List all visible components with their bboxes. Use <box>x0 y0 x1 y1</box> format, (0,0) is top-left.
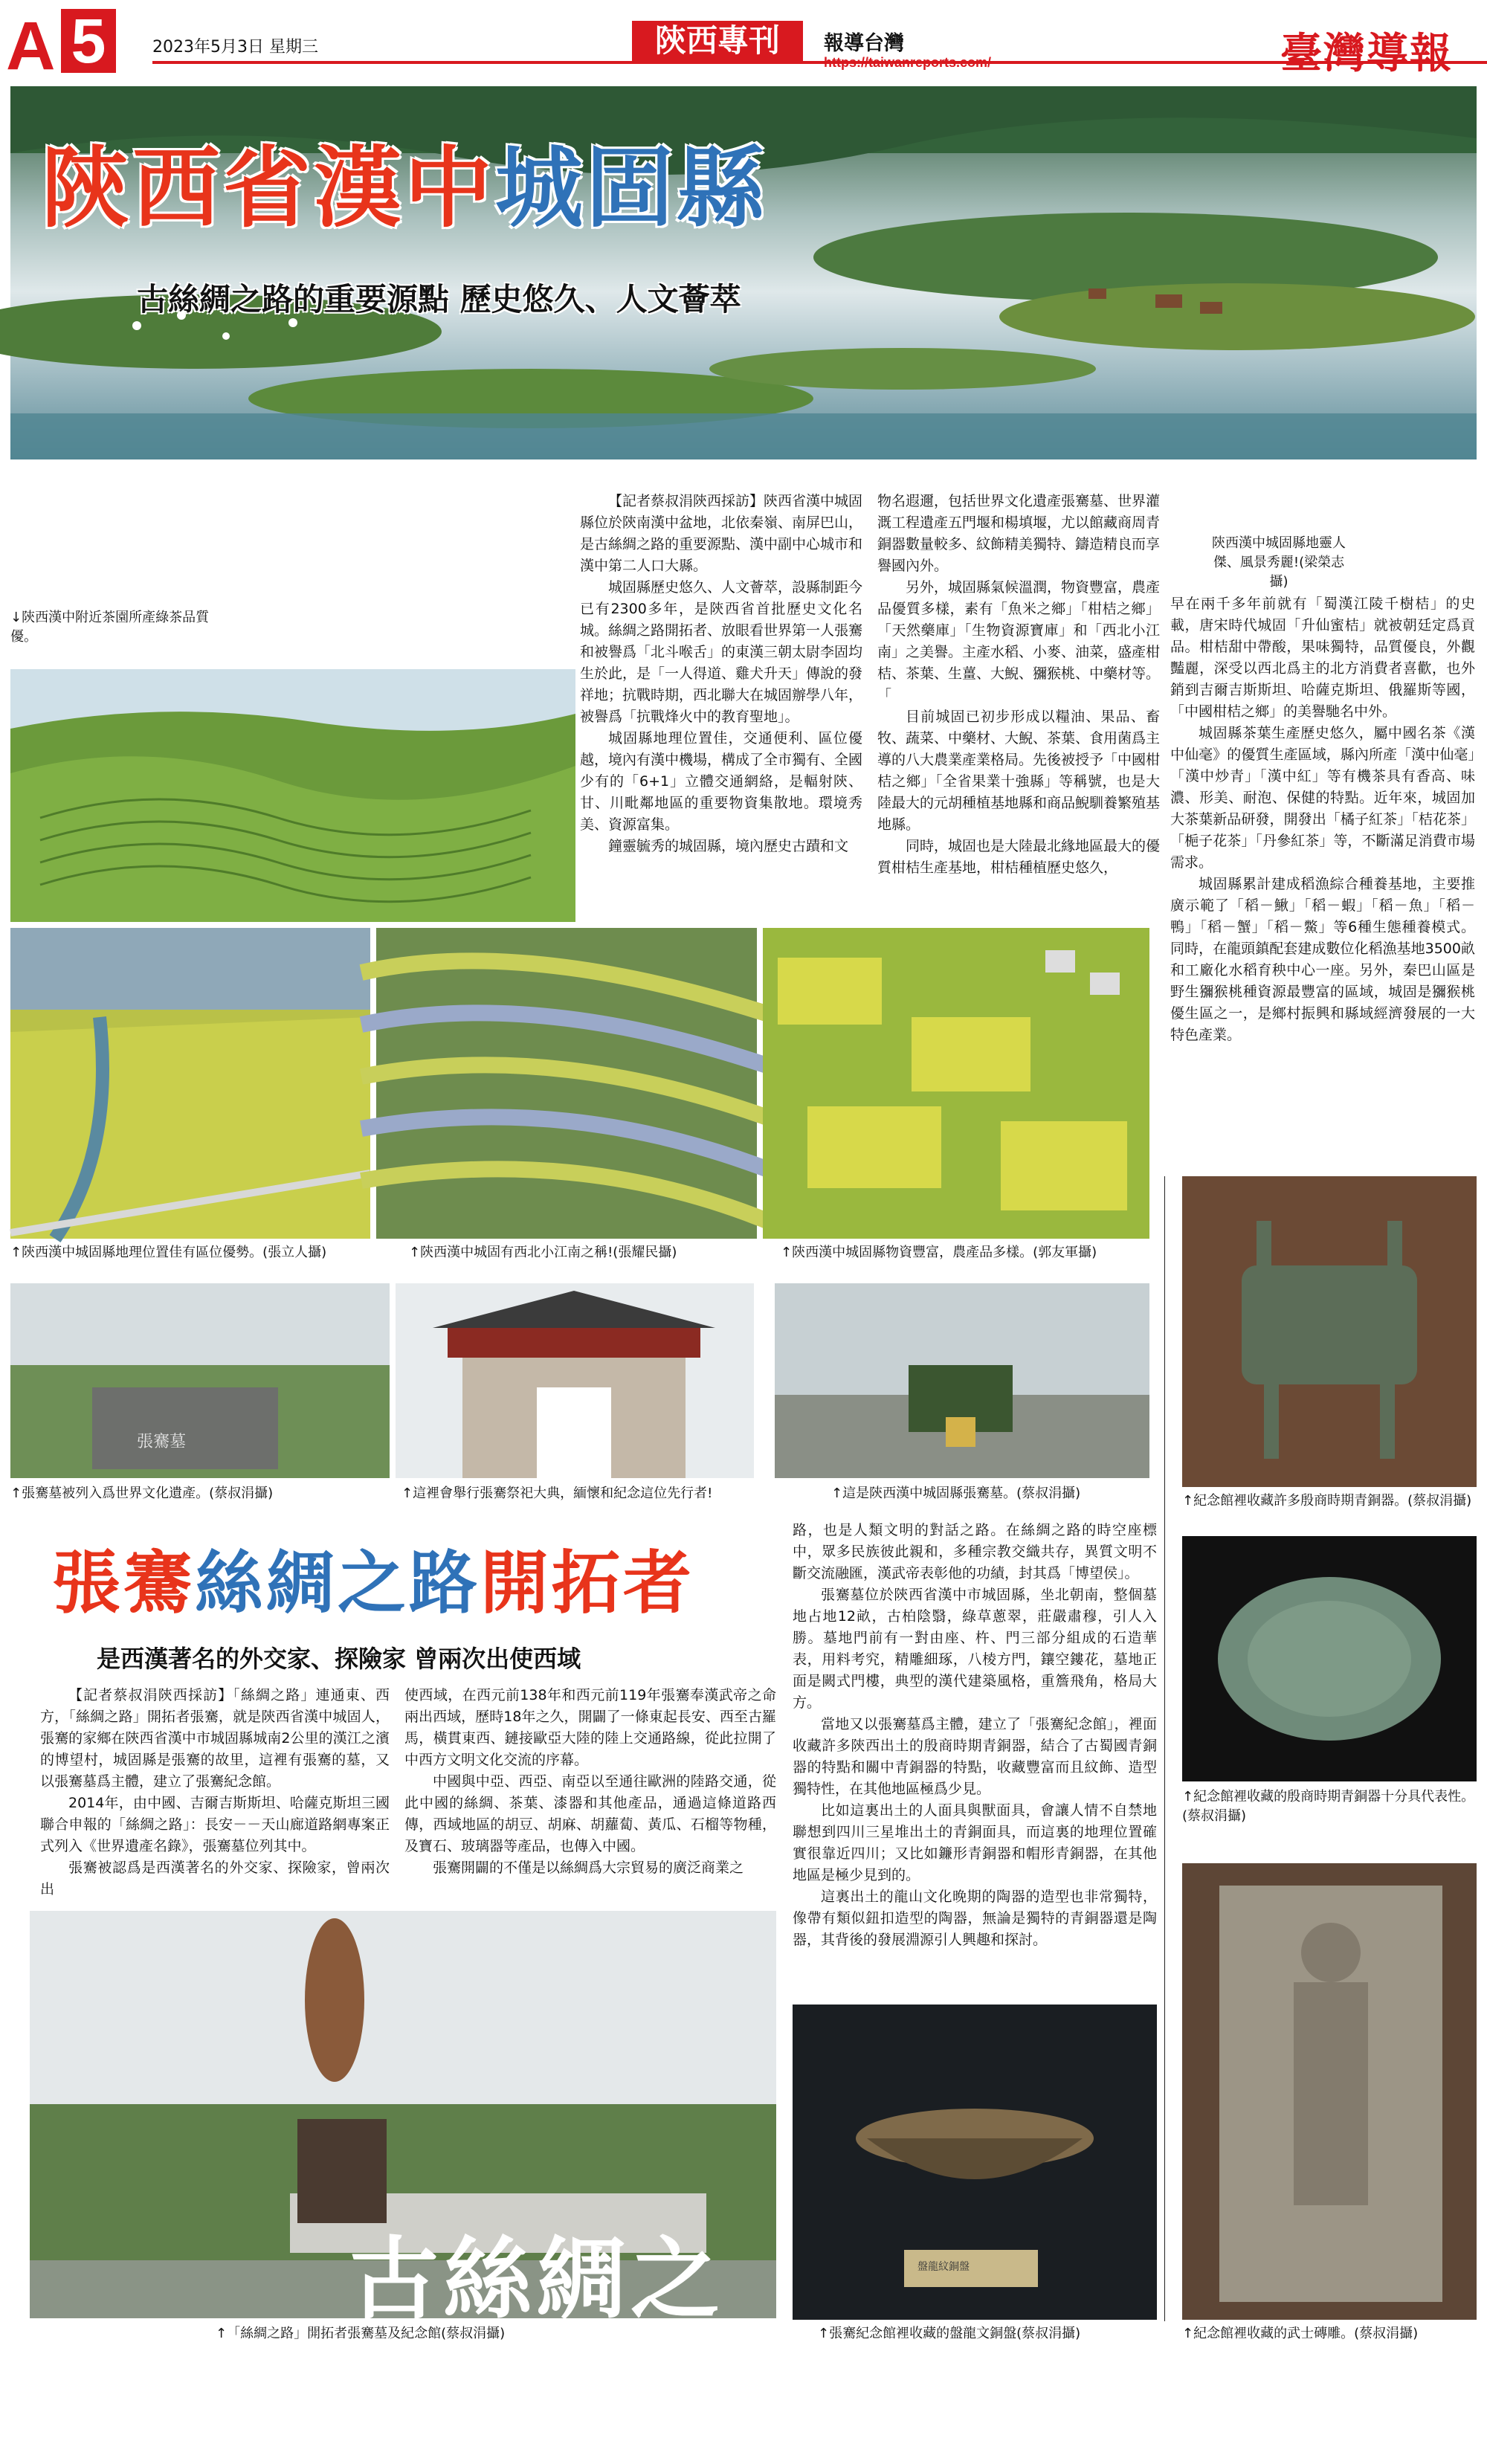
story1-p11: 城固縣累計建成稻漁綜合種養基地，主要推廣示範了「稻－鰍」「稻－蝦」「稻－魚」「稻－鴨」「稻－蟹」「稻－鱉」等6種生態種養模式。同時，在龍頭鎮配套建成數位化稻漁基地3500畝和工廠化水稻育秧中心一座。另外，秦巴山區是野生獼猴桃種資源最豐富的區域，城固是獼猴桃優生區之一，是鄉村振興和縣域經濟發展的一大特色產業。 <box>1170 876 1475 1043</box>
story2-col3 <box>793 1520 1157 1951</box>
photo-bronze-ding <box>1182 1176 1477 1487</box>
story2-p10: 比如這裏出土的人面具與獸面具，會讓人情不自禁地聯想到四川三星堆出土的青銅面具，而這裏的地理位置確實很靠近四川；又比如鐮形青銅器和帽形青銅器，在其他地區是極少見到的。 <box>793 1802 1157 1883</box>
basin-label-text: 盤龍紋銅盤 <box>917 2261 970 2273</box>
caption-bronze-basin: ↑張騫紀念館裡收藏的盤龍文銅盤(蔡叔涓攝) <box>818 2326 1081 2341</box>
gate-scene <box>396 1283 754 1478</box>
story1-p10: 城固縣茶葉生產歷史悠久，屬中國名茶《漢中仙毫》的優質生產區域，縣內所產「漢中仙毫」「漢中炒青」「漢中紅」等有機茶具有香高、味濃、形美、耐泡、保健的特點。近年來，城固加大茶葉新品研發，開發出「橘子紅茶」「桔花茶」「梔子花茶」「丹參紅茶」等，不斷滿足消費市場需求。 <box>1170 725 1475 871</box>
story1-p2: 城固縣歷史悠久、人文薈萃，設縣制距今已有2300多年，是陝西省首批歷史文化名城。絲綢之路開拓者、放眼看世界第一人張騫和被譽爲「北斗喉舌」的東漢三朝太尉李固均生於此，是「一人得道、雞犬升天」傳說的發祥地；抗戰時期，西北聯大在城固辦學八年，被譽爲「抗戰烽火中的教育聖地」。 <box>580 579 863 725</box>
bronze-plate-scene <box>1182 1536 1477 1781</box>
warrior-brick-scene <box>1182 1863 1477 2320</box>
section-title: 陝西專刊 <box>632 21 803 61</box>
hero-subtitle: 古絲綢之路的重要源點 歷史悠久、人文薈萃 <box>137 281 741 317</box>
story1-col2 <box>877 491 1160 879</box>
caption-tomb: ↑這是陝西漢中城固縣張騫墓。(蔡叔涓攝) <box>831 1486 1081 1501</box>
story2-subtitle: 是西漢著名的外交家、探險家 曾兩次出使西域 <box>97 1645 581 1673</box>
photo-valley <box>10 928 370 1239</box>
hero-title-blue: 城固縣 <box>495 137 768 239</box>
photo-bronze-plate <box>1182 1536 1477 1781</box>
hero-title <box>42 117 767 244</box>
hero-caption: 陝西漢中城固縣地靈人傑、風景秀麗!(梁榮志攝) <box>1212 535 1346 590</box>
story2-col2 <box>404 1685 776 1879</box>
story2-p5: 中國與中亞、西亞、南亞以至通往歐洲的陸路交通，從此中國的絲綢、茶葉、漆器和其他產品，通過這條道路西傳，西域地區的胡豆、胡麻、胡蘿蔔、黃瓜、石榴等物種，及寶石、玻璃器等產品，也傳入中國。 <box>404 1773 776 1854</box>
caption-tomb-stone: ↑張騫墓被列入爲世界文化遺產。(蔡叔涓攝) <box>10 1486 274 1501</box>
issue-date: 2023年5月3日 星期三 <box>152 38 318 57</box>
caption-bronze-plate: ↑紀念館裡收藏的殷商時期青銅器十分具代表性。(蔡叔涓攝) <box>1182 1789 1475 1824</box>
story1-p3: 城固縣地理位置佳，交通便利、區位優越，境內有漢中機場，構成了全市獨有、全國少有的「6+1」立體交通網絡，是輻射陝、甘、川毗鄰地區的重要物資集散地。環境秀美、資源富集。 <box>580 730 863 833</box>
terrace-scene <box>376 928 757 1239</box>
photo-tomb-stone <box>10 1283 390 1478</box>
caption-bronze-ding: ↑紀念館裡收藏許多殷商時期青銅器。(蔡叔涓攝) <box>1182 1493 1472 1509</box>
valley-scene <box>10 928 370 1239</box>
story2-col1 <box>40 1685 390 1900</box>
tomb-stone-text: 張騫墓 <box>137 1433 187 1451</box>
story2-title <box>52 1529 694 1627</box>
farmland-scene <box>763 928 1149 1239</box>
caption-terraces: ↑陝西漢中城固有西北小江南之稱!(張耀民攝) <box>409 1245 677 1260</box>
newspaper-logo: 臺灣導報 <box>1280 29 1453 78</box>
tomb-scene <box>775 1283 1149 1478</box>
story2-p7: 路，也是人類文明的對話之路。在絲綢之路的時空座標中，眾多民族彼此親和，多種宗教交織共存，異質文明不斷交流融匯，漢武帝表彰他的功績，封其爲「博望侯」。 <box>793 1522 1157 1581</box>
story2-title-red2: 開拓者 <box>480 1544 695 1623</box>
hero-title-red: 陝西省漢中 <box>42 137 496 239</box>
caption-statue-memorial: ↑「絲綢之路」開拓者張騫墓及紀念館(蔡叔涓攝) <box>216 2326 506 2341</box>
story1-p4: 鐘靈毓秀的城固縣，境內歷史古蹟和文 <box>608 838 849 854</box>
tea-garden-photo <box>10 669 575 922</box>
bronze-ding-scene <box>1182 1176 1477 1487</box>
story1-col1 <box>580 491 862 857</box>
page-letter: A <box>6 8 56 84</box>
story1-p8: 同時，城固也是大陸最北緣地區最大的優質柑桔生產基地，柑桔種植歷史悠久， <box>877 838 1161 876</box>
statue-sign-letters: 古絲綢之路 <box>349 2228 724 2460</box>
caption-farmland: ↑陝西漢中城固縣物資豐富，農產品多樣。(郭友軍攝) <box>781 1245 1097 1260</box>
photo-warrior-brick <box>1182 1863 1477 2320</box>
page-header <box>0 0 1487 84</box>
page-number: 5 <box>61 9 116 73</box>
caption-warrior-brick: ↑紀念館裡收藏的武士磚雕。(蔡叔涓攝) <box>1182 2326 1419 2341</box>
caption-memorial-gate: ↑這裡會舉行張騫祭祀大典，緬懷和紀念這位先行者! <box>401 1486 713 1501</box>
story2-p6: 張騫開闢的不僅是以絲綢爲大宗貿易的廣泛商業之 <box>433 1860 744 1876</box>
photo-bronze-basin <box>793 2005 1157 2320</box>
story2-p2: 2014年，由中國、吉爾吉斯斯坦、哈薩克斯坦三國聯合申報的「絲綢之路」：長安－－天山廊道路網專案正式列入《世界遺產名錄》，張騫墓位列其中。 <box>40 1795 390 1854</box>
photo-terraces <box>376 928 757 1239</box>
story2-p4: 使西域，在西元前138年和西元前119年張騫奉漢武帝之命兩出西域，歷時18年之久，開闢了一條東起長安、西至古羅馬，橫貫東西、鏈接歐亞大陸的陸上交通路線，從此拉開了中西方文明文化交流的序幕。 <box>404 1687 776 1768</box>
caption-valley: ↑陝西漢中城固縣地理位置佳有區位優勢。(張立人攝) <box>10 1245 327 1260</box>
photo-memorial-gate <box>396 1283 754 1478</box>
story2-p8: 張騫墓位於陝西省漢中市城固縣，坐北朝南，整個墓地占地12畝，古柏陰翳，綠草蔥翠，莊嚴肅穆，引人入勝。墓地門前有一對由座、杵、門三部分組成的石造華表，用料考究，精雕細琢，八棱方門，鑲空鏤花，墓地正面是闕式門樓，典型的漢代建築風格，重簷飛角，格局大方。 <box>793 1587 1157 1711</box>
tea-hills <box>10 669 575 922</box>
tea-caption: ↓陝西漢中附近茶園所產綠茶品質優。 <box>10 610 210 645</box>
photo-farmland <box>763 928 1149 1239</box>
photo-tomb <box>775 1283 1149 1478</box>
story2-p1: 【記者蔡叔涓陝西採訪】「絲綢之路」連通東、西方，「絲綢之路」開拓者張騫，就是陝西省漢中城固人，張騫的家鄉在陝西省漢中市城固縣城南2公里的漢江之濱的博望村，城固縣是張騫的故里，這裡有張騫的墓，又以張騫墓爲主體，建立了張騫紀念館。 <box>40 1687 390 1790</box>
tomb-stone-scene <box>10 1283 390 1478</box>
story1-p6: 另外，城固縣氣候溫潤，物資豐富，農產品優質多樣，素有「魚米之鄉」「柑桔之鄉」「天然藥庫」「生物資源寶庫」和「西北小江南」之美譽。主產水稻、小麥、油菜，盛產柑桔、茶葉、生薑、大鯢、獼猴桃、中藥材等。「 <box>877 579 1161 703</box>
story2-p11: 這裏出土的龍山文化晚期的陶器的造型也非常獨特，像帶有類似鈕扣造型的陶器，無論是獨特的青銅器還是陶器，其背後的發展淵源引人興趣和探討。 <box>793 1889 1157 1948</box>
story2-p3: 張騫被認爲是西漢著名的外交家、探險家，曾兩次出 <box>40 1860 390 1897</box>
story1-p7: 目前城固已初步形成以糧油、果品、畜牧、蔬菜、中藥材、大鯢、茶葉、食用菌爲主導的八大農業產業格局。先後被授予「中國柑桔之鄉」「全省果業十強縣」等稱號，也是大陸最大的元胡種植基地縣和商品鯢馴養繁殖基地縣。 <box>877 709 1161 833</box>
story1-p1: 【記者蔡叔涓陝西採訪】陝西省漢中城固縣位於陝南漢中盆地，北依秦嶺、南屏巴山，是古絲綢之路的重要源點、漢中副中心城市和漢中第二人口大縣。 <box>580 493 863 574</box>
publication-name: 報導台灣 <box>824 32 904 55</box>
divider-museum-column <box>1164 1176 1165 2321</box>
story1-p5: 物名遐邇，包括世界文化遺產張騫墓、世界灌溉工程遺產五門堰和楊填堰，尤以館藏商周青銅器數量較多、紋飾精美獨特、鑄造精良而享譽國內外。 <box>877 493 1161 574</box>
story2-title-red1: 張騫 <box>52 1544 196 1623</box>
story1-col3 <box>1170 593 1475 1046</box>
publication-url[interactable]: https://taiwanreports.com/ <box>824 55 992 70</box>
hero-photo <box>10 86 1477 459</box>
story2-title-blue: 絲綢之路 <box>195 1544 481 1623</box>
story2-p9: 當地又以張騫墓爲主體，建立了「張騫紀念館」，裡面收藏許多陝西出土的殷商時期青銅器，結合了古蜀國青銅器的特點和關中青銅器的特點，收藏豐富而且紋飾、造型獨特性，在其他地區極爲少見。 <box>793 1716 1157 1797</box>
story1-p9: 早在兩千多年前就有「蜀漢江陵千樹桔」的史載，唐宋時代城固「升仙蜜桔」就被朝廷定爲貢品。柑桔甜中帶酸，果味獨特，品質優良，外觀豔麗，深受以西北爲主的北方消費者喜歡，也外銷到吉爾吉斯斯坦、哈薩克斯坦、俄羅斯等國，「中國柑桔之鄉」的美譽馳名中外。 <box>1170 596 1475 720</box>
basin-scene <box>793 2005 1157 2320</box>
